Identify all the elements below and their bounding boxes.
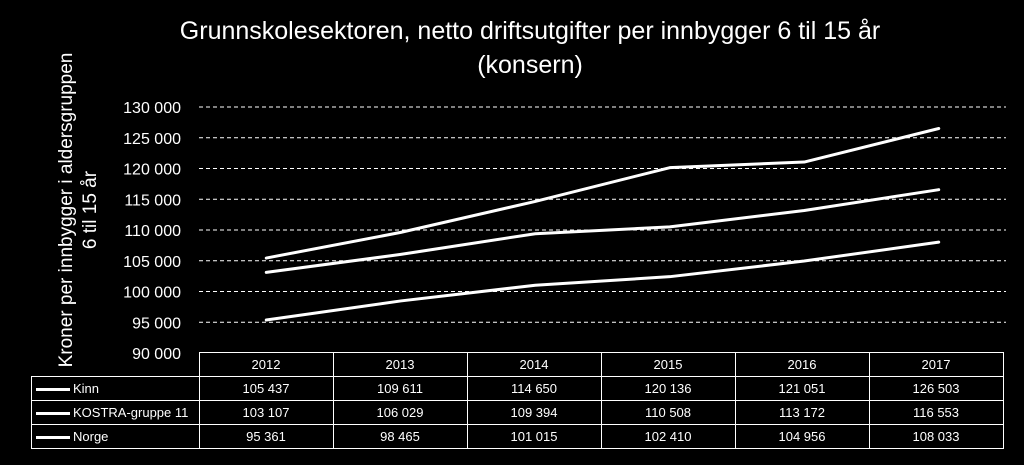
x-tick-label: 2014 — [467, 353, 601, 377]
data-label: 101 015 — [467, 425, 601, 449]
data-label: 106 029 — [333, 401, 467, 425]
y-tick-label: 115 000 — [124, 192, 181, 210]
series-line — [266, 129, 939, 259]
y-tick-label: 90 000 — [132, 346, 181, 363]
x-tick-label: 2015 — [601, 353, 735, 377]
x-tick-label: 2012 — [199, 353, 333, 377]
legend-entry — [32, 401, 200, 425]
data-label: 113 172 — [735, 401, 869, 425]
y-axis-label-line2: 6 til 15 år — [80, 170, 101, 250]
data-label: 120 136 — [601, 377, 735, 401]
table-row — [32, 401, 1004, 425]
legend-line-key — [36, 436, 70, 439]
data-label: 95 361 — [199, 425, 333, 449]
x-tick-label: 2013 — [333, 353, 467, 377]
y-tick-label: 130 000 — [123, 100, 181, 117]
data-label: 103 107 — [199, 401, 333, 425]
y-axis-label-line1: Kroner per innbygger i aldersgruppen — [56, 52, 77, 368]
data-label: 104 956 — [735, 425, 869, 449]
legend-label: Kinn — [73, 381, 100, 396]
y-tick-label: 120 000 — [123, 161, 181, 179]
data-label: 110 508 — [601, 401, 735, 425]
data-label: 109 394 — [467, 401, 601, 425]
data-label: 108 033 — [869, 425, 1003, 449]
legend-entry — [32, 425, 200, 449]
data-label: 121 051 — [735, 377, 869, 401]
chart-title-line1: Grunnskolesektoren, netto driftsutgifter per innbygger 6 til 15 år — [179, 17, 881, 45]
data-label: 126 503 — [869, 377, 1003, 401]
data-label: 102 410 — [601, 425, 735, 449]
data-label: 114 650 — [467, 377, 601, 401]
y-tick-label: 105 000 — [123, 253, 181, 271]
data-label: 109 611 — [333, 377, 467, 401]
table-header-row — [32, 353, 1004, 377]
table-corner — [32, 353, 200, 377]
legend-label: Norge — [73, 429, 109, 444]
legend-line-key — [36, 388, 70, 391]
y-tick-label: 110 000 — [124, 223, 181, 240]
x-tick-label: 2017 — [869, 353, 1003, 377]
series-line — [266, 242, 939, 320]
legend-entry — [32, 377, 200, 401]
data-table — [31, 352, 1004, 449]
y-tick-label: 100 000 — [123, 284, 181, 302]
table-row — [32, 425, 1004, 449]
data-label: 98 465 — [333, 425, 467, 449]
series-line — [266, 190, 939, 273]
y-tick-label: 95 000 — [132, 315, 181, 333]
x-tick-label: 2016 — [735, 353, 869, 377]
table-row — [32, 377, 1004, 401]
legend-label: KOSTRA-gruppe 11 — [73, 405, 189, 420]
chart-title-line2: (konsern) — [477, 51, 583, 79]
data-label: 116 553 — [869, 401, 1003, 425]
data-label: 105 437 — [199, 377, 333, 401]
y-tick-label: 125 000 — [123, 130, 181, 148]
legend-line-key — [36, 412, 70, 415]
